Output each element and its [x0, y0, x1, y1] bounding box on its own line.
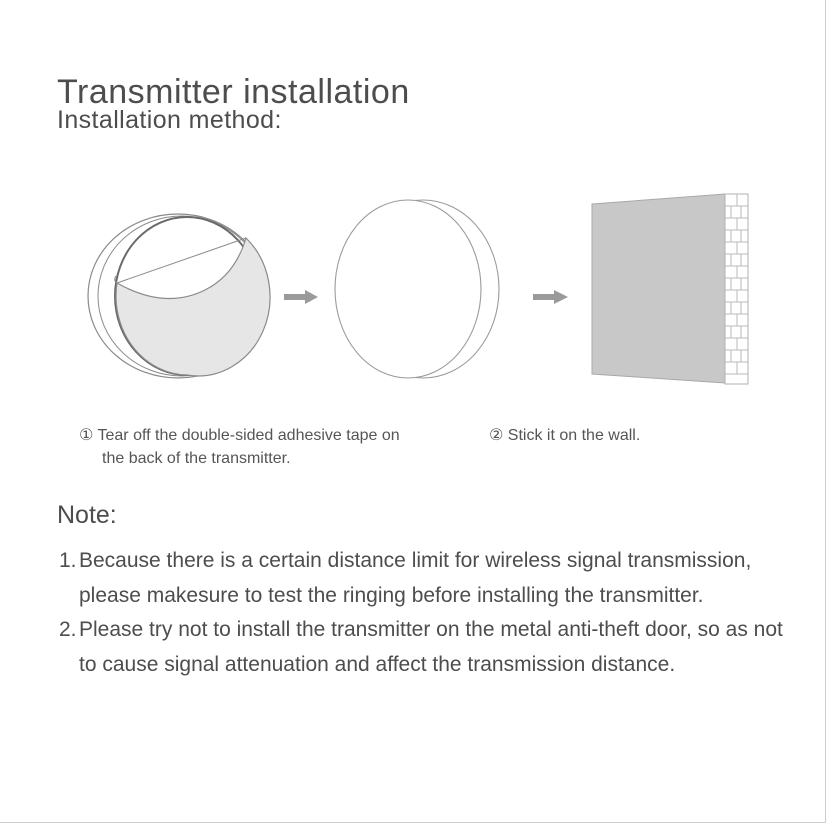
arrow-right-icon	[284, 290, 318, 304]
note-number: 2.	[59, 618, 77, 641]
step-2-text: Stick it on the wall.	[507, 427, 641, 444]
transmitter-peeling-tape-icon	[88, 214, 270, 378]
note-text: Please try not to install the transmitter on the metal anti-theft door, so as not to cause signal attenuation and affect the transmission distance.	[79, 618, 783, 676]
wall-mounted-transmitter-icon	[592, 194, 748, 384]
note-number: 1.	[59, 549, 77, 572]
step-2-marker: ②	[489, 427, 504, 444]
note-text: Because there is a certain distance limit for wireless signal transmission, please makesure to test the ringing before installing the transmitter.	[79, 549, 752, 607]
step-1-text: Tear off the double-sided adhesive tape on	[97, 427, 400, 444]
step-1-caption	[79, 424, 449, 470]
notes-list	[59, 544, 799, 682]
section-subtitle: Installation method:	[57, 106, 282, 134]
note-item	[59, 613, 799, 682]
installation-illustration	[0, 180, 828, 395]
step-2-caption	[489, 424, 640, 447]
transmitter-disc-icon	[335, 200, 499, 378]
step-1-text-continued: the back of the transmitter.	[102, 450, 291, 467]
arrow-right-icon	[533, 290, 568, 304]
page-title: Transmitter installation	[57, 72, 410, 111]
step-1-marker: ①	[79, 427, 94, 444]
note-item	[59, 544, 799, 613]
note-heading: Note:	[57, 501, 117, 529]
